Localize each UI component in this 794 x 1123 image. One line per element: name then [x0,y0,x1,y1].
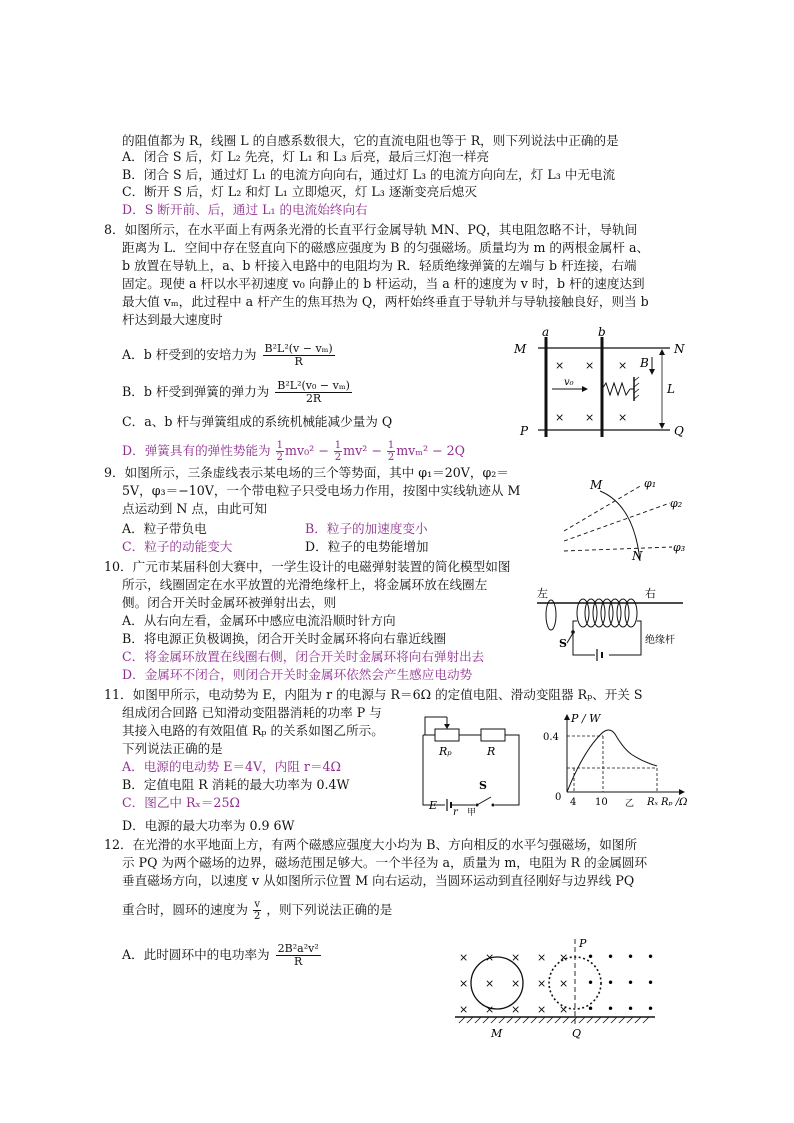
tick-0: 0 [555,792,562,803]
label-m: M [514,342,527,356]
q8-option-b-text: B．b 杆受到弹簧的弹力为 [122,384,270,399]
svg-text:•: • [647,950,655,964]
q12-a-numerator: 2B²a²v² [277,942,319,955]
label-n: N [674,342,685,356]
label-m: M [590,478,603,492]
q12-option-a [122,943,323,968]
rheostat-rp [435,729,459,741]
q11-circuit-figure [415,705,530,818]
q8-b-numerator: B²L²(v₀ − vₘ) [277,379,350,392]
svg-text:×: × [459,951,469,964]
q12-stem-line4-text: 重合时，圆环的速度为 [122,902,248,917]
label-p: P [579,937,587,950]
q12-stem-line4 [122,899,392,922]
svg-text:×: × [459,1003,469,1016]
label-yi: 乙 [625,799,635,809]
tick-4: 4 [570,797,577,808]
q8-option-b [122,380,354,405]
q10-option-a: A．从右向左看，金属环中感应电流沿顺时针方向 [122,613,396,628]
q12-a-denominator: R [294,955,303,968]
cross-mark: × [585,359,595,372]
q8-stem-line5: 最大值 vₘ，此过程中 a 杆产生的焦耳热为 Q，两杆始终垂直于导轨并与导轨接触良好，则当 b [122,294,649,309]
q8-option-a [122,343,337,368]
label-v0: v₀ [564,377,574,388]
label-q: Q [674,424,684,438]
q8-option-b-fraction [275,380,352,405]
q8-option-a-fraction [263,343,335,368]
q11-stem-line1: 11．如图甲所示，电动势为 E，内阻为 r 的电源与 R＝6Ω 的定值电阻、滑动变阻器 Rₚ、开关 S [104,687,643,702]
y-axis-label: P / W [571,712,601,725]
tick-04: 0.4 [543,732,559,743]
q7-option-a: A．闭合 S 后，灯 L₂ 先亮，灯 L₁ 和 L₃ 后亮，最后三灯泡一样亮 [122,149,490,164]
q8-d-term1: mv₀² − [285,443,329,458]
q10-option-d: D．金属环不闭合，则闭合开关时金属环依然会产生感应电动势 [122,667,473,682]
q8-b-denominator: 2R [305,392,322,405]
x-axis-label: Rₚ /Ω [661,797,688,808]
label-rod: 绝缘杆 [645,635,675,646]
label-field-b: B [640,356,649,370]
metal-ring [546,600,556,630]
q8-d-half-1: $\frac{1}{2}$ [276,440,284,463]
svg-text:•: • [647,1002,655,1016]
svg-text:×: × [559,1003,569,1016]
svg-text:•: • [607,1002,615,1016]
q8-stem-line1: 8．如图所示，在水平面上有两条光滑的长直平行金属导轨 MN、PQ，其电阻忽略不计，导轨间 [104,222,638,237]
label-l: L [667,382,675,396]
q12-option-a-fraction [276,943,321,968]
q9-equipotential-figure [560,475,690,565]
q12-option-a-text: A．此时圆环中的电功率为 [122,947,270,962]
q9-stem-line2: 5V，φ₃＝−10V，一个带电粒子只受电场力作用，按图中实线轨迹从 M [122,483,521,498]
svg-text:×: × [537,1003,547,1016]
q12-stem-line2: 示 PQ 为两个磁场的边界，磁场范围足够大。一个半径为 a，质量为 m，电阻为 R 的金属圆环 [122,855,648,870]
wire-left [573,621,595,655]
svg-text:×: × [485,951,495,964]
q9-stem-line1: 9．如图所示，三条虚线表示某电场的三个等势面，其中 φ₁＝20V，φ₂＝ [104,465,509,480]
ground-hatching [459,1017,649,1023]
svg-text:•: • [627,976,635,990]
label-m: M [491,1027,503,1040]
q11-option-b: B．定值电阻 R 消耗的最大功率为 0.4W [122,777,350,792]
tick-10: 10 [595,797,608,808]
q10-stem-line2: 所示，线圈固定在水平放置的光滑绝缘杆上，将金属环放在线圈左 [122,577,488,592]
svg-text:×: × [559,951,569,964]
switch-blade [567,633,573,643]
svg-text:×: × [537,977,547,990]
svg-text:•: • [627,1002,635,1016]
svg-text:•: • [607,976,615,990]
q7-option-b: B．闭合 S 后，通过灯 L₁ 的电流方向向右，通过灯 L₃ 的电流方向向左，灯 L₃ 中无电流 [122,167,616,182]
q8-d-term2: mv² − [343,443,382,458]
q12-stem-line1: 12．在光滑的水平地面上方，有两个磁感应强度大小均为 B、方向相反的水平匀强磁场，如图所 [104,837,638,852]
svg-text:•: • [587,1002,595,1016]
equipotential-3 [564,547,672,551]
label-e: E [429,799,438,812]
q8-d-half-2: $\frac{1}{2}$ [334,440,342,463]
label-q: Q [572,1027,582,1040]
q9-option-d: D．粒子的电势能增加 [305,539,429,554]
field-out-of-page [587,950,654,1016]
svg-text:•: • [587,950,595,964]
q8-option-a-text: A．b 杆受到的安培力为 [122,347,257,362]
q12-stem-line3: 垂直磁场方向，以速度 v 从如图所示位置 M 向右运动，当圆环运动到直径刚好与边界线 PQ [122,873,635,888]
q10-option-c: C．将金属环放置在线圈右侧，闭合开关时金属环将向右弹射出去 [122,649,485,664]
q10-stem-line1: 10．广元市某届科创大赛中，一学生设计的电磁弹射装置的简化模型如图 [104,559,511,574]
q11-option-c: C．图乙中 Rₓ＝25Ω [122,795,240,810]
svg-text:×: × [511,951,521,964]
q9-stem-line3: 点运动到 N 点，由此可知 [122,501,267,516]
q8-option-d-text: D．弹簧具有的弹性势能为 [122,443,271,458]
svg-text:•: • [587,976,595,990]
label-phi2: φ₂ [670,497,683,510]
tick-rx: Rₓ [647,797,659,808]
label-switch: S [559,637,567,650]
q8-a-denominator: R [294,355,303,368]
svg-text:×: × [511,1003,521,1016]
svg-text:•: • [607,950,615,964]
q8-stem-line3: b 放置在导轨上，a、b 杆接入电路中的电阻均为 R．轻质绝缘弹簧的左端与 b 杆连接，右端 [122,258,637,273]
q11-option-a: A．电源的电动势 E＝4V，内阻 r＝4Ω [122,759,342,774]
q11-power-graph [545,712,690,812]
q9-option-c: C．粒子的动能变大 [122,539,233,554]
label-r-internal: r [453,807,458,818]
svg-text:×: × [485,977,495,990]
q12-stem-line4-tail: ，则下列说法正确的是 [266,902,393,917]
q7-option-c: C．断开 S 后，灯 L₂ 和灯 L₁ 立即熄灭，灯 L₃ 逐渐变亮后熄灭 [122,184,477,199]
q9-option-a: A．粒子带负电 [122,521,207,536]
switch-s [477,797,491,805]
cross-mark: × [585,411,595,424]
svg-text:×: × [459,977,469,990]
label-a: a [542,325,550,339]
label-rp: Rₚ [439,745,452,758]
q9-option-b: B．粒子的加速度变小 [305,521,428,536]
label-left: 左 [537,587,548,600]
q7-option-d: D．S 断开前、后，通过 L₁ 的电流始终向右 [122,202,368,217]
q12-half-velocity: $\frac{v}{2}$ [253,899,261,922]
q12-ring-figure [455,935,665,1040]
cross-mark: × [555,411,565,424]
q11-stem-line4: 下列说法正确的是 [122,741,223,756]
label-r: R [487,745,496,758]
label-b: b [598,325,606,339]
svg-text:×: × [559,977,569,990]
equipotential-2 [564,503,670,541]
wire-right [495,735,519,805]
q11-option-d: D．电源的最大功率为 0.9 6W [122,818,295,833]
field-into-page [459,951,568,1016]
spring [602,383,630,395]
q8-a-numerator: B²L²(v − vₘ) [264,342,333,355]
q8-stem-line4: 固定。现使 a 杆以水平初速度 v₀ 向静止的 b 杆运动，当 a 杆的速度为 v 时，b 杆的速度达到 [122,276,645,291]
q8-d-half-3: $\frac{1}{2}$ [387,440,395,463]
svg-text:×: × [511,977,521,990]
label-p: P [520,424,529,438]
label-n: N [632,549,643,563]
svg-text:•: • [627,950,635,964]
q8-option-c: C．a、b 杆与弹簧组成的系统机械能减少量为 Q [122,414,393,429]
cross-mark: × [618,359,628,372]
q7-stem-tail: 的阻值都为 R，线圈 L 的自感系数很大，它的直流电阻也等于 R，则下列说法中正确的是 [122,133,619,148]
q10-option-b: B．将电源正负极调换，闭合开关时金属环将向右靠近线圈 [122,631,447,646]
q11-stem-line3: 其接入电路的有效阻值 Rₚ 的关系如图乙所示。 [122,723,384,738]
label-jia: 甲 [467,808,477,818]
q8-rail-figure [510,325,690,445]
q8-stem-line6: 杆达到最大速度时 [122,312,223,327]
label-right: 右 [645,587,656,600]
q8-option-d [122,440,465,463]
svg-text:×: × [537,951,547,964]
label-phi3: φ₃ [673,541,686,554]
cross-mark: × [555,359,565,372]
label-phi1: φ₁ [644,477,657,490]
power-curve [567,730,657,792]
q8-d-term3: mvₘ² − 2Q [396,443,465,458]
q10-stem-line3: 侧。闭合开关时金属环被弹射出去，则 [122,595,337,610]
label-s: S [479,779,487,792]
q8-stem-line2: 距离为 L．空间中存在竖直向下的磁感应强度为 B 的匀强磁场。质量均为 m 的两根金属杆 a、 [122,240,650,255]
cross-mark: × [618,411,628,424]
svg-text:×: × [485,1003,495,1016]
svg-text:•: • [647,976,655,990]
q11-stem-line2: 组成闭合回路 已知滑动变阻器消耗的功率 P 与 [122,705,382,720]
resistor-r [481,729,505,741]
q10-coil-figure [533,585,693,670]
